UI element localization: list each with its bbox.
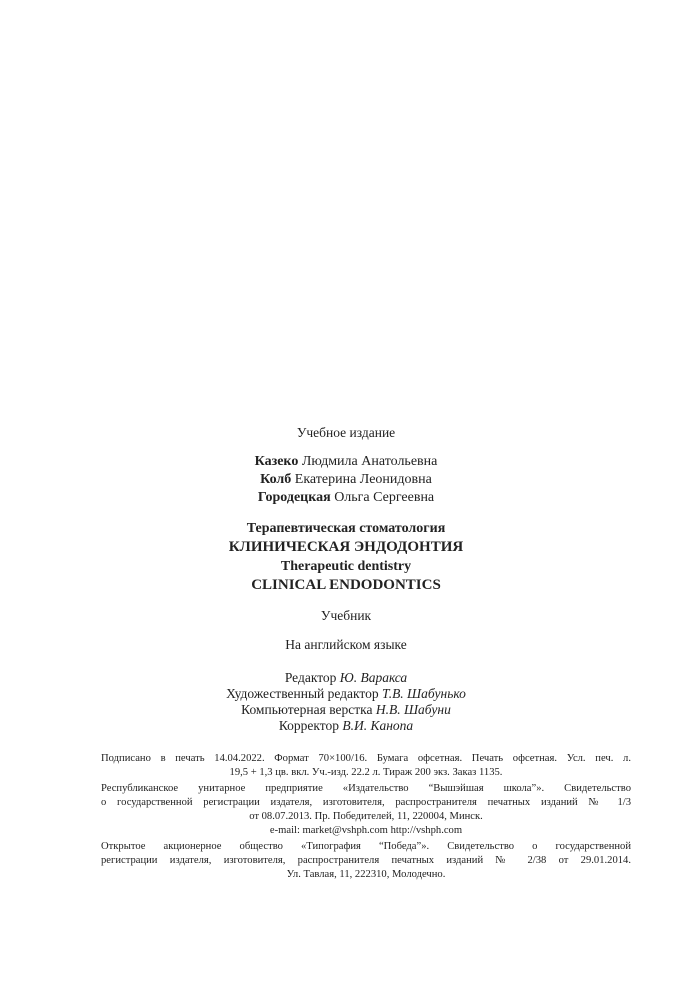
credit-role: Компьютерная верстка bbox=[241, 702, 373, 717]
author-name: Екатерина Леонидовна bbox=[294, 472, 432, 487]
credit-role: Художественный редактор bbox=[226, 686, 379, 701]
credit-line bbox=[0, 686, 692, 702]
publisher-contacts: e-mail: market@vshph.com http://vshph.com bbox=[269, 825, 463, 836]
title-en: CLINICAL ENDODONTICS bbox=[251, 577, 441, 593]
language-note: На английском языке bbox=[285, 637, 407, 652]
edition-type: Учебное издание bbox=[296, 425, 396, 440]
printer-line: регистрации издателя, изготовителя, распространителя печатных изданий № 2/38 от 29.01.2014. bbox=[101, 855, 631, 866]
credit-person: Н.В. Шабуни bbox=[375, 702, 451, 717]
publisher-line: от 08.07.2013. Пр. Победителей, 11, 220004, Минск. bbox=[249, 811, 483, 822]
author-name: Людмила Анатольевна bbox=[301, 454, 438, 469]
author-line bbox=[0, 472, 692, 488]
title-ru: КЛИНИЧЕСКАЯ ЭНДОДОНТИЯ bbox=[228, 539, 464, 555]
credit-line bbox=[0, 670, 692, 686]
book-type: Учебник bbox=[320, 608, 372, 623]
subject-en: Therapeutic dentistry bbox=[280, 559, 412, 574]
credit-person: Т.В. Шабунько bbox=[382, 686, 466, 701]
print-info-line: 19,5 + 1,3 цв. вкл. Уч.-изд. 22.2 л. Тираж 200 экз. Заказ 1135. bbox=[229, 767, 503, 778]
author-surname: Казеко bbox=[254, 454, 299, 469]
publisher-line: о государственной регистрации издателя, изготовителя, распространителя печатных изданий № 1/3 bbox=[101, 797, 631, 808]
credit-role: Корректор bbox=[278, 718, 339, 733]
credit-line bbox=[0, 702, 692, 718]
publisher-line: Республиканское унитарное предприятие «Издательство “Вышэйшая школа”». Свидетельство bbox=[101, 783, 631, 794]
author-line bbox=[0, 454, 692, 470]
print-info-line: Подписано в печать 14.04.2022. Формат 70×100/16. Бумага офсетная. Печать офсетная. Усл. печ. л. bbox=[101, 753, 631, 764]
author-surname: Городецкая bbox=[257, 490, 331, 505]
credit-person: В.И. Канопа bbox=[342, 718, 414, 733]
author-name: Ольга Сергеевна bbox=[334, 490, 435, 505]
author-line bbox=[0, 490, 692, 506]
author-surname: Колб bbox=[260, 472, 292, 487]
credit-role: Редактор bbox=[284, 670, 337, 685]
credit-person: Ю. Варакса bbox=[339, 670, 408, 685]
printer-line: Ул. Тавлая, 11, 222310, Молодечно. bbox=[286, 869, 446, 880]
printer-line: Открытое акционерное общество «Типография “Победа”». Свидетельство о государственной bbox=[101, 841, 631, 852]
subject-ru: Терапевтическая стоматология bbox=[246, 521, 446, 536]
credit-line bbox=[0, 718, 692, 734]
